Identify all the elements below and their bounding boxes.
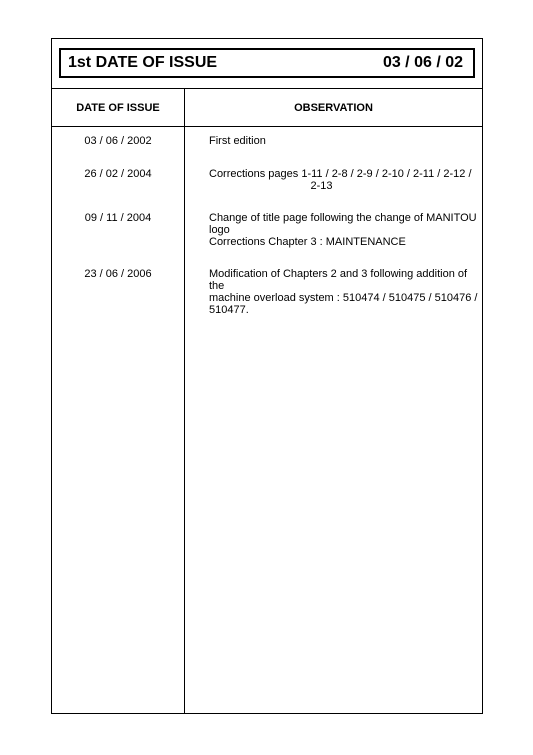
column-header-date: DATE OF ISSUE (76, 102, 160, 114)
observation-line: 2-13 (310, 180, 333, 192)
row-observation (209, 135, 482, 147)
row-date: 03 / 06 / 2002 (84, 135, 152, 147)
row-observation (209, 168, 482, 192)
observation-line: logo (209, 224, 230, 236)
title-box (59, 48, 475, 78)
row-observation (209, 212, 482, 248)
observation-line: machine overload system : 510474 / 510475 / 510476 / (209, 292, 478, 304)
observation-line: Corrections pages 1-11 / 2-8 / 2-9 / 2-10 / 2-11 / 2-12 / (209, 168, 472, 180)
row-observation (209, 268, 482, 316)
header-bottom-divider (52, 126, 482, 127)
column-header-observation: OBSERVATION (294, 102, 373, 114)
observation-line: First edition (209, 135, 266, 147)
issue-title: 1st DATE OF ISSUE (68, 54, 218, 71)
row-date: 09 / 11 / 2004 (84, 212, 152, 224)
observation-line: 510477. (209, 304, 249, 316)
observation-line: Corrections Chapter 3 : MAINTENANCE (209, 236, 406, 248)
observation-line: Change of title page following the change of MANITOU (209, 212, 477, 224)
revision-table (51, 38, 483, 714)
column-divider (184, 88, 185, 714)
issue-date: 03 / 06 / 02 (382, 54, 463, 71)
row-date: 23 / 06 / 2006 (84, 268, 152, 280)
row-date: 26 / 02 / 2004 (84, 168, 152, 180)
observation-line: Modification of Chapters 2 and 3 following addition of the (209, 268, 468, 292)
header-top-divider (52, 88, 482, 89)
